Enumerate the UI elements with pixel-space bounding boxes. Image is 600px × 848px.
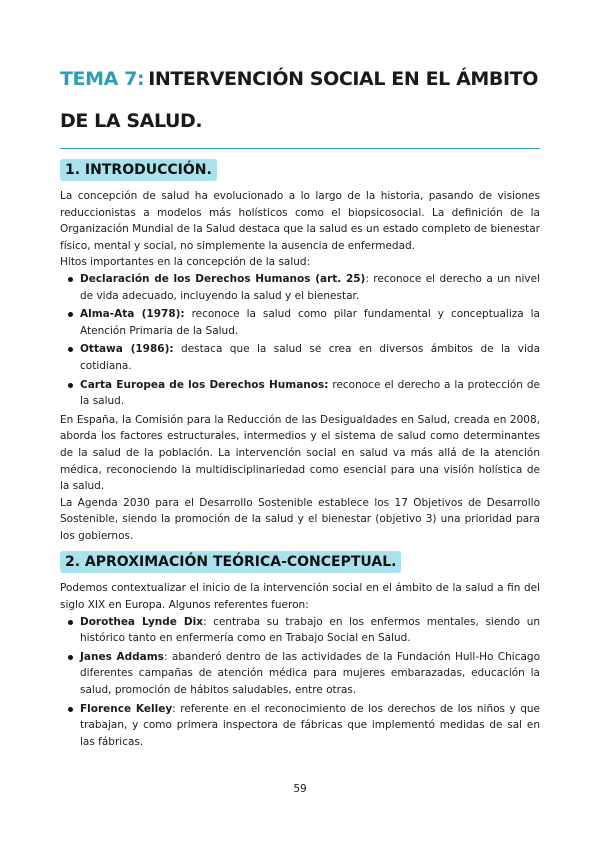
bullet-separator: :: [163, 650, 168, 663]
bullet-text: reconoce el derecho a un nivel de vida adecuado, incluyendo la salud y el bienestar.: [80, 272, 540, 302]
list-item: [80, 701, 540, 751]
title-tema-label: TEMA 7:: [60, 68, 145, 90]
section-2-bullet-list: [60, 614, 540, 751]
section-1-paragraph-2: Hitos importantes en la concepción de la salud:: [60, 256, 311, 269]
section-2-heading: [60, 551, 540, 573]
page-title: [60, 58, 540, 142]
list-item: [80, 271, 540, 304]
bullet-term: Alma-Ata (1978):: [80, 308, 185, 321]
title-text: INTERVENCIÓN SOCIAL EN EL ÁMBITO DE LA SALUD.: [60, 68, 538, 132]
list-item: [80, 614, 540, 647]
bullet-separator: :: [172, 702, 176, 715]
page-number: 59: [293, 783, 307, 795]
bullet-term: Ottawa (1986):: [80, 343, 174, 356]
bullet-separator: :: [202, 615, 207, 628]
bullet-term: Declaración de los Derechos Humanos (art. 25): [80, 272, 366, 285]
bullet-text: abanderó dentro de las actividades de la Fundación Hull-Ho Chicago diferentes campañas de atención médica para mujeres embarazadas, educación la salud, promoción de hábitos saludables, entre otras.: [80, 650, 540, 697]
bullet-term: Florence Kelley: [80, 702, 173, 715]
spacer: [60, 544, 540, 547]
bullet-text: destaca que la salud se crea en diversos ámbitos de la vida cotidiana.: [80, 343, 540, 372]
bullet-term: Janes Addams: [80, 650, 164, 663]
section-1-paragraph-4: La Agenda 2030 para el Desarrollo Sostenible establece los 17 Objetivos de Desarrollo Sostenible, siendo la promoción de la salud y el bienestar (objetivo 3) una prioridad para los gobiernos.: [60, 496, 540, 542]
bullet-text: centraba su trabajo en los enfermos mentales, siendo un histórico tanto en enfermería como en Trabajo Social en Salud.: [80, 615, 541, 645]
bullet-term: Dorothea Lynde Dix: [80, 615, 203, 628]
list-item: [80, 306, 540, 339]
section-1-heading: [60, 159, 540, 181]
bullet-text: reconoce la salud como pilar fundamental y conceptualiza la Atención Primaria de la Salud.: [80, 308, 540, 337]
bullet-separator: :: [365, 272, 369, 285]
section-1-heading-label: 1. INTRODUCCIÓN.: [60, 159, 217, 181]
title-divider: [60, 148, 540, 149]
section-2-heading-label: 2. APROXIMACIÓN TEÓRICA-CONCEPTUAL.: [60, 551, 401, 573]
bullet-text: reconoce el derecho a la protección de la salud.: [80, 378, 540, 408]
list-item: [80, 649, 540, 699]
bullet-term: Carta Europea de los Derechos Humanos:: [80, 378, 329, 391]
section-1-bullet-list: [60, 271, 540, 410]
section-1-paragraph-3: En España, la Comisión para la Reducción de las Desigualdades en Salud, creada en 2008, aborda los factores estructurales, intermedios y el sistema de salud como determinantes de la salud de la población. La intervención social en salud va más allá de la atención médica, reconociendo la multidisciplinariedad como esencial para una visión holística de la salud.: [60, 413, 540, 493]
section-1-paragraph-1: La concepción de salud ha evolucionado a lo largo de la historia, pasando de visiones reduccionistas a modelos más holísticos como el biopsicosocial. La definición de la Organización Mundial de la Salud destaca que la salud es un estado completo de bienestar físico, mental y social, no simplemente la ausencia de enfermedad.: [60, 190, 540, 252]
section-2-paragraph-1: Podemos contextualizar el inicio de la intervención social en el ámbito de la salud a fin del siglo XIX en Europa. Algunos referentes fueron:: [60, 582, 540, 612]
bullet-text: referente en el reconocimiento de los derechos de los niños y que trabajan, y como primera inspectora de fábricas que implementó medidas de sal en las fábricas.: [80, 702, 540, 748]
list-item: [80, 377, 540, 410]
list-item: [80, 341, 540, 374]
document-page: [60, 58, 540, 752]
